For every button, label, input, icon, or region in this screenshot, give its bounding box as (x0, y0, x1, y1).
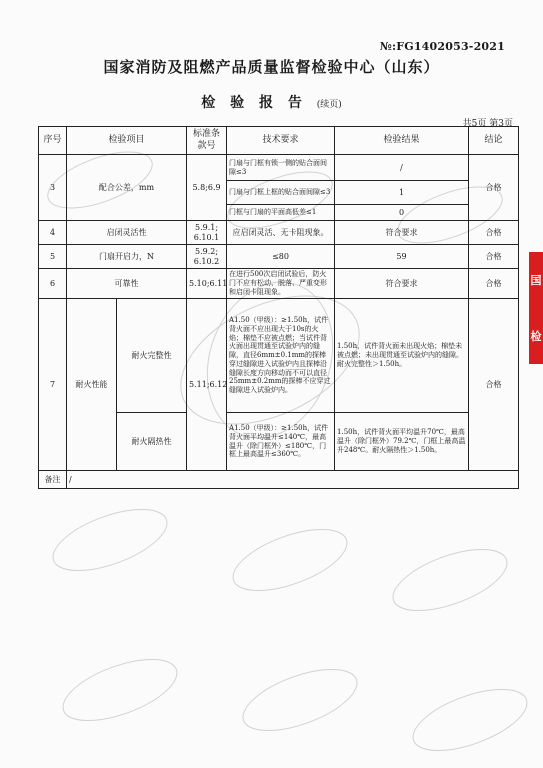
header-req: 技术要求 (227, 127, 335, 155)
row7-req1: A1.50（甲级）：≥1.50h，试件背火面不应出现大于10s的火焰；棉垫不应被点燃；当试件背火面出现贯通至试验炉内的缝隙，直径6mm±0.1mm的探棒穿过缝隙进入试验炉内且探棒沿缝隙长度方向移动而不可以直径25mm±0.2mm的探棒不应穿过缝隙进入试验炉内。 (227, 299, 335, 413)
remark-row (39, 471, 519, 489)
table-row (39, 221, 519, 245)
page-indicator: 共5页 第3页 (462, 119, 513, 129)
row3-req1: 门扇与门框有锁一侧的贴合面间隙≤3 (227, 155, 335, 181)
row4-conclusion: 合格 (469, 221, 519, 245)
header-result: 检验结果 (335, 127, 469, 155)
row4-req: 应启闭灵活、无卡阻现象。 (227, 221, 335, 245)
row4-result: 符合要求 (335, 221, 469, 245)
row5-conclusion: 合格 (469, 245, 519, 269)
table-header-row (39, 127, 519, 155)
table-row (39, 155, 519, 181)
remark-value: / (67, 471, 519, 489)
seal-stamp (529, 252, 543, 364)
report-title (0, 92, 543, 112)
row3-req3: 门框与门扇的平面高低差≤1 (227, 205, 335, 221)
row7-item: 耐火性能 (67, 299, 117, 471)
row5-seq: 5 (39, 245, 67, 269)
row3-res3: 0 (335, 205, 469, 221)
continued-label: (续页) (316, 100, 342, 110)
header-item: 检验项目 (67, 127, 187, 155)
row4-clause: 5.9.1; 6.10.1 (187, 221, 227, 245)
row6-clause: 5.10;6.11 (187, 269, 227, 299)
row7-conclusion: 合格 (469, 299, 519, 471)
report-title-text: 检 验 报 告 (201, 95, 307, 111)
row4-seq: 4 (39, 221, 67, 245)
row3-item: 配合公差，mm (67, 155, 187, 221)
row7-res2: 1.50h，试件背火面平均温升70℃，最高温升（除门框外）79.2℃，门框上最高温升248℃。耐火隔热性＞1.50h。 (335, 413, 469, 471)
header-conclusion: 结论 (469, 127, 519, 155)
row6-item: 可靠性 (67, 269, 187, 299)
table-row (39, 269, 519, 299)
row6-result: 符合要求 (335, 269, 469, 299)
row7-sub2: 耐火隔热性 (117, 413, 187, 471)
row5-req: ≤80 (227, 245, 335, 269)
row3-clause: 5.8;6.9 (187, 155, 227, 221)
row5-clause: 5.9.2; 6.10.2 (187, 245, 227, 269)
row3-seq: 3 (39, 155, 67, 221)
row3-res1: / (335, 155, 469, 181)
row6-conclusion: 合格 (469, 269, 519, 299)
row6-seq: 6 (39, 269, 67, 299)
row5-result: 59 (335, 245, 469, 269)
row3-conclusion: 合格 (469, 155, 519, 221)
row7-clause: 5.11;6.12 (187, 299, 227, 471)
header-seq: 序号 (39, 127, 67, 155)
row7-req2: A1.50（甲级）：≥1.50h，试件背火面平均温升≤140℃，最高温升（除门框外）≤180℃，门框上最高温升≤360℃。 (227, 413, 335, 471)
report-number: №:FG1402053-2021 (379, 40, 505, 53)
row4-item: 启闭灵活性 (67, 221, 187, 245)
seal-char: 检 (530, 330, 542, 343)
row7-sub1: 耐火完整性 (117, 299, 187, 413)
remark-label: 备注 (39, 471, 67, 489)
row3-req2: 门扇与门框上框的贴合面间隙≤3 (227, 181, 335, 205)
row3-res2: 1 (335, 181, 469, 205)
row5-item: 门扇开启力，N (67, 245, 187, 269)
table-row (39, 299, 519, 413)
inspection-table (38, 126, 519, 489)
table-row (39, 245, 519, 269)
organization-title: 国家消防及阻燃产品质量监督检验中心（山东） (103, 58, 440, 76)
header-clause: 标准条款号 (187, 127, 227, 155)
row6-req: 在进行500次启闭试验后，防火门不应有松动、脱落、严重变形和启闭卡阻现象。 (227, 269, 335, 299)
row7-seq: 7 (39, 299, 67, 471)
row7-res1: 1.50h，试件背火面未出现火焰；棉垫未被点燃；未出现贯通至试验炉内的缝隙。耐火完整性＞1.50h。 (335, 299, 469, 413)
seal-char: 国 (530, 274, 542, 287)
